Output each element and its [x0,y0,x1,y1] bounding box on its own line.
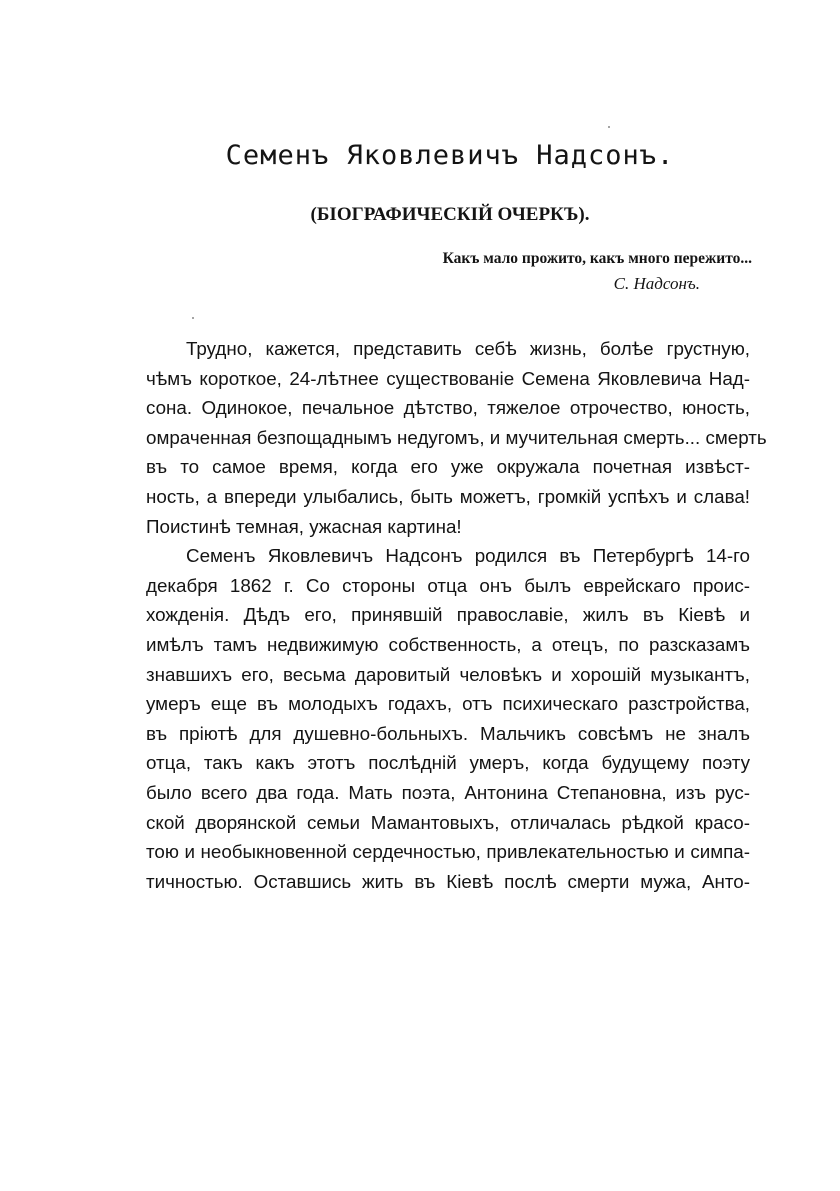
text-line: ность, а впереди улыбались, быть можетъ, громкій успѣхъ и слава! [146,485,750,507]
text-line: сона. Одинокое, печальное дѣтство, тяжелое отрочество, юность, [146,397,750,419]
body-text [146,334,767,896]
text-line: было всего два года. Мать поэта, Антонина Степановна, изъ рус- [146,781,750,803]
text-line: чѣмъ короткое, 24-лѣтнее существованіе Семена Яковлевича Над- [146,367,750,389]
paper-speck [608,126,610,128]
text-line: Трудно, кажется, представить себѣ жизнь, болѣе грустную, [186,338,750,359]
page-subtitle: (БІОГРАФИЧЕСКІЙ ОЧЕРКЪ). [310,204,590,225]
text-line: отца, такъ какъ этотъ послѣдній умеръ, когда будущему поэту [146,752,750,774]
text-line: Поистинѣ темная, ужасная картина! [146,515,462,537]
text-line: тою и необыкновенной сердечностью, привлекательностью и симпа- [146,841,750,863]
text-line: тичностью. Оставшись жить въ Кіевѣ послѣ смерти мужа, Анто- [146,870,750,892]
paper-speck [192,317,194,319]
paragraph-2 [146,541,750,896]
text-line: декабря 1862 г. Со стороны отца онъ былъ еврейскаго проис- [146,574,750,596]
paragraph-1 [146,334,767,541]
epigraph-author: С. Надсонъ. [613,274,700,293]
text-line: знавшихъ его, весьма даровитый человѣкъ и хорошій музыкантъ, [146,663,750,685]
text-line: хожденія. Дѣдъ его, принявшій православіе, жилъ въ Кіевѣ и [146,604,750,626]
text-line: Семенъ Яковлевичъ Надсонъ родился въ Петербургѣ 14-го [186,545,750,567]
epigraph-quote: Какъ мало прожито, какъ много пережито... [442,250,752,267]
text-line: омраченная безпощаднымъ недугомъ, и мучительная смерть... смерть [146,426,767,448]
text-line: въ то самое время, когда его уже окружала почетная извѣст- [146,456,750,478]
text-line: умеръ еще въ молодыхъ годахъ, отъ психическаго разстройства, [146,693,750,715]
text-line: имѣлъ тамъ недвижимую собственность, а отецъ, по разсказамъ [146,633,750,655]
page-title: Семенъ Яковлевичъ Надсонъ. [225,140,675,171]
epigraph [443,250,752,294]
text-line: въ пріютѣ для душевно-больныхъ. Мальчикъ совсѣмъ не зналъ [146,722,750,744]
text-line: ской дворянской семьи Мамантовыхъ, отличалась рѣдкой красо- [146,811,750,833]
